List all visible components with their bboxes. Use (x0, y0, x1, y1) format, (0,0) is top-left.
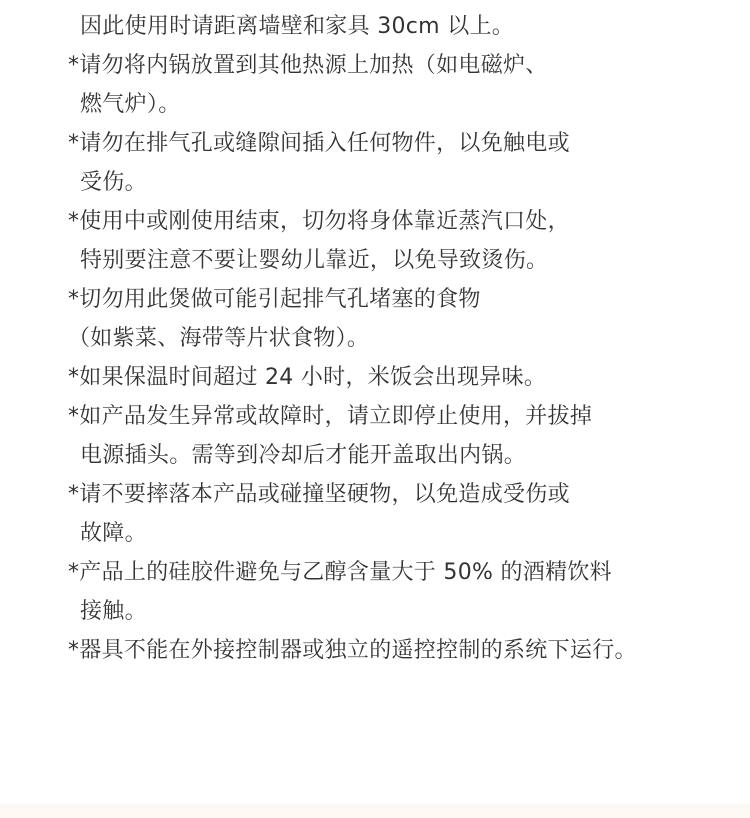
instruction-line: *如果保温时间超过 24 小时，米饭会出现异味。 (68, 365, 547, 390)
instruction-line: 特别要注意不要让婴幼儿靠近，以免导致烫伤。 (80, 248, 549, 273)
instruction-line: *使用中或刚使用结束，切勿将身体靠近蒸汽口处， (68, 209, 570, 234)
instruction-line: 电源插头。需等到冷却后才能开盖取出内锅。 (80, 443, 527, 468)
instruction-line: *请勿在排气孔或缝隙间插入任何物件，以免触电或 (68, 131, 570, 156)
instruction-line: *切勿用此煲做可能引起排气孔堵塞的食物 (68, 287, 481, 312)
instruction-line: （如紫菜、海带等片状食物）。 (68, 326, 370, 351)
instruction-line: *请勿将内锅放置到其他热源上加热（如电磁炉、 (68, 53, 548, 78)
instruction-line: 受伤。 (80, 170, 147, 195)
instruction-line: *如产品发生异常或故障时，请立即停止使用，并拔掉 (68, 404, 593, 429)
instruction-line: *请不要摔落本产品或碰撞坚硬物，以免造成受伤或 (68, 482, 570, 507)
instruction-line: *产品上的硅胶件避免与乙醇含量大于 50% 的酒精饮料 (68, 560, 612, 585)
instruction-line: 接触。 (80, 599, 147, 624)
instruction-line: *器具不能在外接控制器或独立的遥控控制的系统下运行。 (68, 638, 637, 663)
instruction-line: 故障。 (80, 521, 147, 546)
footer-band (0, 804, 750, 818)
instruction-line: 燃气炉）。 (80, 92, 181, 117)
safety-instructions (68, 7, 748, 670)
instruction-line: 因此使用时请距离墙壁和家具 30cm 以上。 (80, 14, 515, 39)
